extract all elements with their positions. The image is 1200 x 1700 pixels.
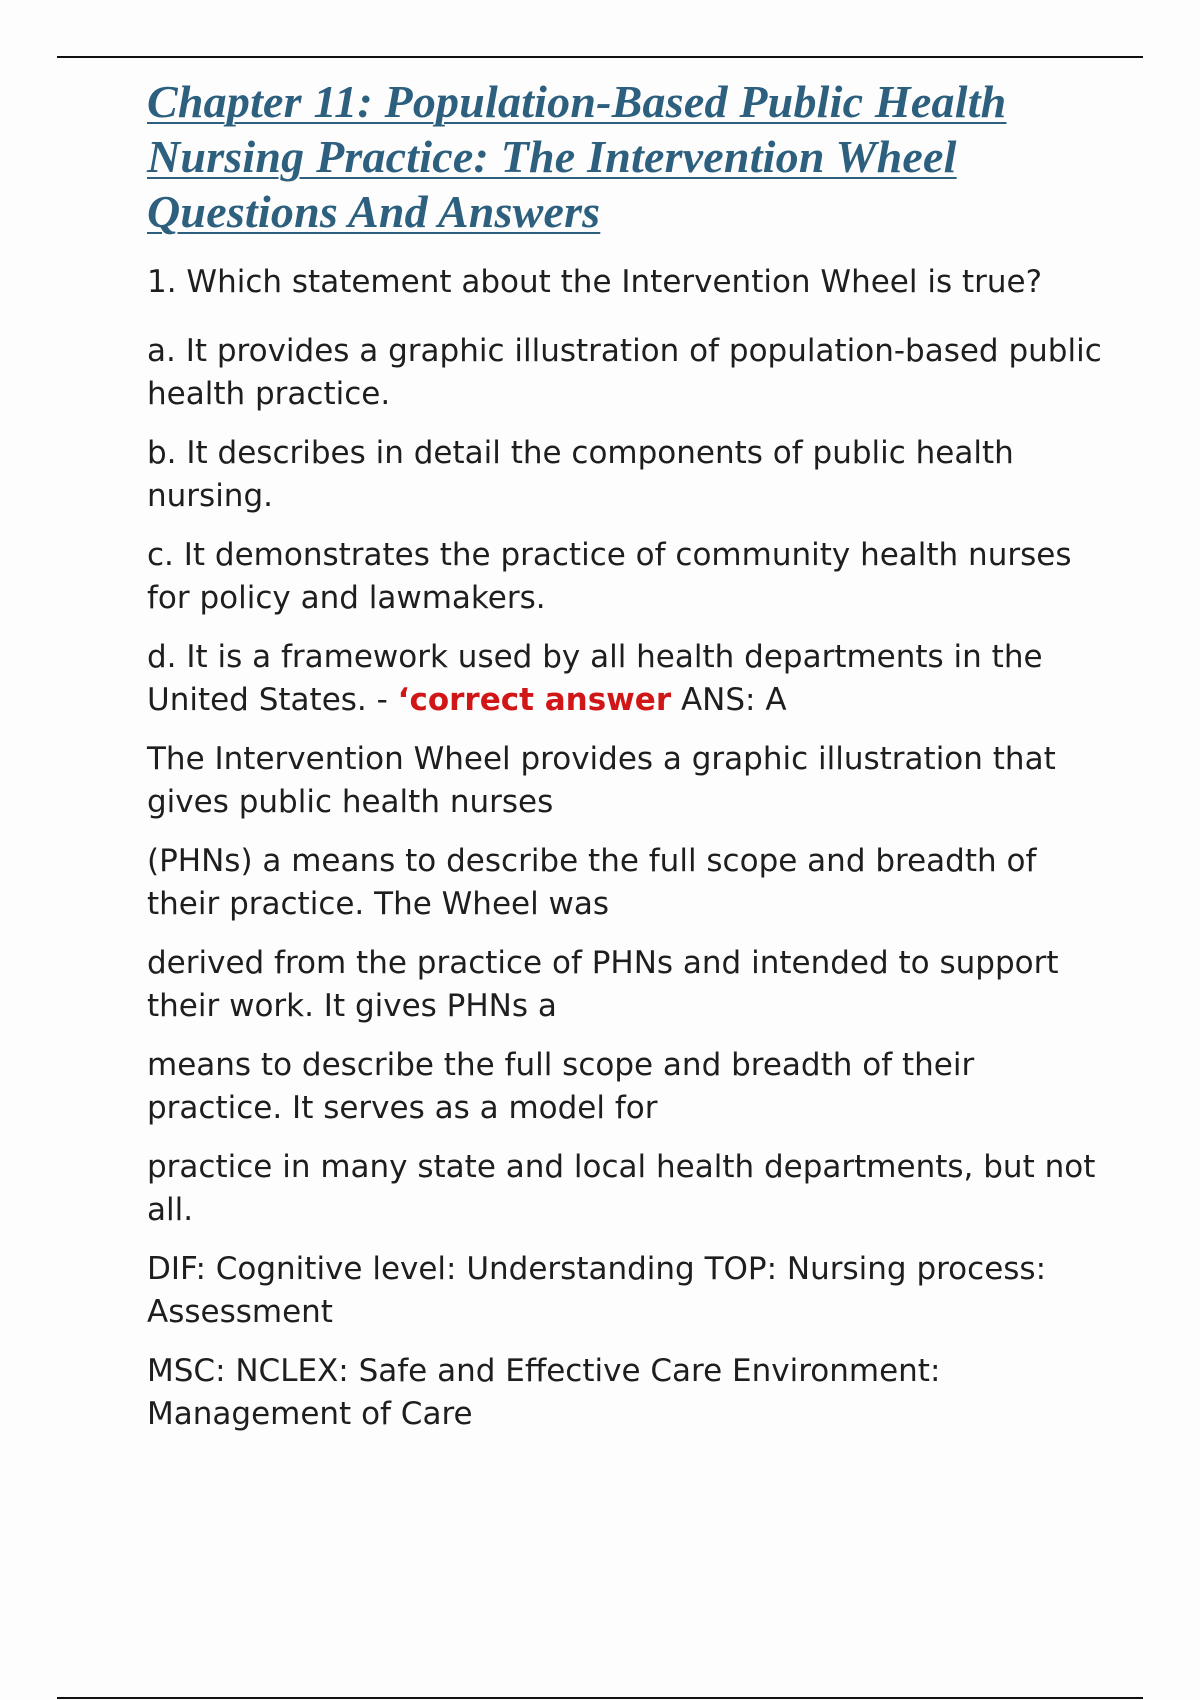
rationale-line-2: (PHNs) a means to describe the full scope and breadth of their practice. The Wheel was [147,843,1037,922]
option-c: c. It demonstrates the practice of community health nurses for policy and lawmakers. [147,537,1072,616]
difficulty-topic-line: DIF: Cognitive level: Understanding TOP: Nursing process: Assessment [147,1251,1047,1330]
option-a: a. It provides a graphic illustration of population-based public health practice. [147,333,1102,412]
option-d-text: d. It is a framework used by all health departments in the United States. - [147,639,1043,718]
rationale-line-1: The Intervention Wheel provides a graphic illustration that gives public health nurses [147,741,1056,820]
bottom-divider [57,1697,1143,1699]
option-d [147,636,1107,722]
msc-line: MSC: NCLEX: Safe and Effective Care Environment: Management of Care [147,1353,941,1432]
rationale-line-4: means to describe the full scope and breadth of their practice. It serves as a model for [147,1047,975,1126]
correct-answer-label: ‘correct answer [397,682,672,718]
answer-key: ANS: A [671,682,787,718]
document-body [147,74,1107,1452]
rationale-line-3: derived from the practice of PHNs and intended to support their work. It gives PHNs a [147,945,1059,1024]
top-divider [57,56,1143,58]
chapter-title: Chapter 11: Population-Based Public Health Nursing Practice: The Intervention Wheel Questions And Answers [147,76,1007,237]
rationale-line-5: practice in many state and local health departments, but not all. [147,1149,1096,1228]
option-b: b. It describes in detail the components of public health nursing. [147,435,1014,514]
question-text: 1. Which statement about the Intervention Wheel is true? [147,264,1043,300]
